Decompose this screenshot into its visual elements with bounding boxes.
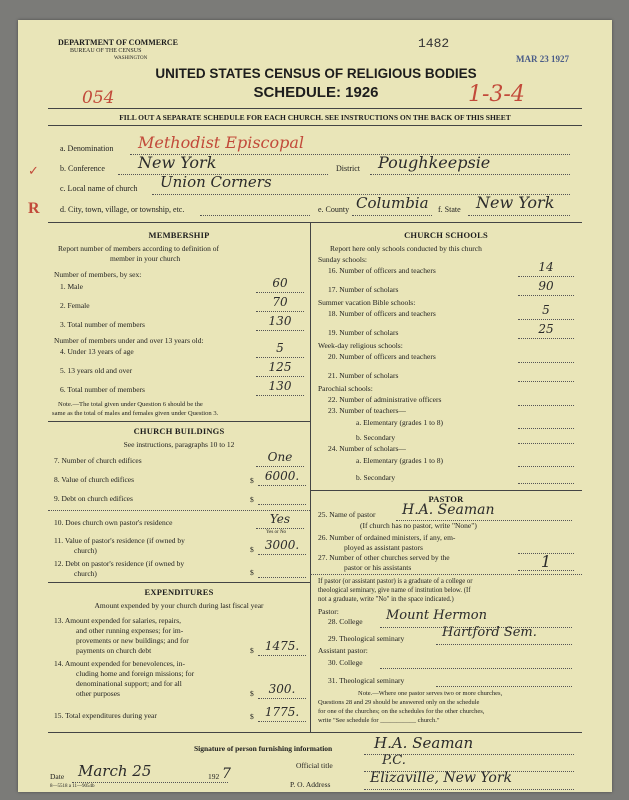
membership-note-2: same as the total of males and females given under Question 3.	[52, 410, 219, 417]
handwritten-code: 054	[82, 88, 115, 108]
weekday-schools-label: Week-day religious schools:	[318, 341, 403, 350]
q13-label-2: and other running expenses; for im-	[76, 626, 184, 635]
q14-value: 300.	[268, 682, 296, 696]
dollar-sign-icon: $	[250, 689, 254, 698]
membership-intro-1: Report number of members according to definition of	[58, 244, 219, 253]
dollar-sign-icon: $	[250, 646, 254, 655]
under-over-label: Number of members under and over 13 years old:	[54, 336, 204, 345]
red-mark-icon: R	[28, 200, 40, 217]
q7-label: 7. Number of church edifices	[54, 456, 142, 465]
q9-label: 9. Debt on church edifices	[54, 494, 133, 503]
q10-label: 10. Does church own pastor's residence	[54, 518, 173, 527]
q27-label-2: pastor or his assistants	[344, 563, 412, 572]
buildings-title: CHURCH BUILDINGS	[133, 426, 225, 436]
q3-label: 3. Total number of members	[60, 320, 145, 329]
state-label: f. State	[438, 205, 461, 214]
county-value: Columbia	[356, 194, 429, 212]
district-label: District	[336, 164, 360, 173]
membership-intro-2: member in your church	[110, 254, 181, 263]
dept-label: DEPARTMENT OF COMMERCE	[58, 38, 179, 47]
q20-label: 20. Number of officers and teachers	[328, 352, 436, 361]
graduate-note-1: If pastor (or assistant pastor) is a graduate of a college or	[318, 578, 473, 585]
q15-label: 15. Total expenditures during year	[54, 711, 157, 720]
q14-label-3: denominational support; and for all	[76, 679, 182, 688]
membership-title: MEMBERSHIP	[148, 230, 210, 240]
po-address-label: P. O. Address	[290, 780, 331, 789]
q24-label: 24. Number of scholars—	[328, 444, 406, 453]
q10-value: Yes	[269, 512, 291, 526]
q25-value: H.A. Seaman	[402, 502, 495, 518]
q23a-label: a. Elementary (grades 1 to 8)	[356, 418, 444, 427]
denomination-value: Methodist Episcopal	[138, 133, 305, 152]
q11-label: 11. Value of pastor's residence (if owned by	[54, 536, 185, 545]
official-title-value: P.C.	[382, 753, 406, 768]
q14-label-2: cluding home and foreign missions; for	[76, 669, 195, 678]
q29-label: 29. Theological seminary	[328, 634, 405, 643]
dollar-sign-icon: $	[250, 568, 254, 577]
county-label: e. County	[318, 205, 350, 214]
membership-note-1: Note.—The total given under Question 6 should be the	[58, 401, 203, 408]
year-prefix: 192	[208, 772, 220, 781]
summer-schools-label: Summer vacation Bible schools:	[318, 298, 416, 307]
expenditures-intro: Amount expended by your church during last fiscal year	[94, 601, 264, 610]
q13-label: 13. Amount expended for salaries, repairs,	[54, 616, 182, 625]
schedule-number: 1482	[418, 36, 450, 51]
dollar-sign-icon: $	[250, 712, 254, 721]
schools-intro: Report here only schools conducted by this church	[330, 244, 482, 253]
parochial-schools-label: Parochial schools:	[318, 384, 373, 393]
graduate-note-2: theological seminary, give name of institution below. (If	[318, 587, 471, 594]
q28-value: Mount Hermon	[386, 608, 488, 623]
official-title-label: Official title	[296, 761, 333, 770]
po-address-value: Elizaville, New York	[370, 770, 513, 786]
q14-label: 14. Amount expended for benevolences, in-	[54, 659, 186, 668]
signature-label: Signature of person furnishing information	[194, 744, 333, 753]
schools-title: CHURCH SCHOOLS	[404, 230, 488, 240]
instructions-line: FILL OUT A SEPARATE SCHEDULE FOR EACH CHURCH. SEE INSTRUCTIONS ON THE BACK OF THIS SHEET	[119, 113, 511, 122]
q28-label: 28. College	[328, 617, 363, 626]
q21-label: 21. Number of scholars	[328, 371, 399, 380]
q7-value: One	[267, 450, 293, 464]
red-check-icon: ✓	[28, 163, 39, 178]
expenditures-title: EXPENDITURES	[144, 587, 214, 597]
q2-label: 2. Female	[60, 301, 90, 310]
conference-label: b. Conference	[60, 164, 105, 173]
q3-value: 130	[268, 314, 292, 328]
q17-label: 17. Number of scholars	[328, 285, 399, 294]
city-town-label: d. City, town, village, or township, etc.	[60, 205, 185, 214]
local-name-value: Union Corners	[160, 173, 272, 191]
q23-label: 23. Number of teachers—	[328, 406, 406, 415]
yes-no-hint: Yes or No	[266, 530, 287, 535]
q25-note: (If church has no pastor, write "None")	[360, 521, 477, 530]
q1-value: 60	[272, 276, 288, 290]
q25-label: 25. Name of pastor	[318, 510, 376, 519]
q6-value: 130	[268, 379, 292, 393]
q12-label-2: church)	[74, 569, 97, 578]
q6-label: 6. Total number of members	[60, 385, 145, 394]
assistant-pastor-label: Assistant pastor:	[318, 646, 368, 655]
q19-label: 19. Number of scholars	[328, 328, 399, 337]
q24b-label: b. Secondary	[356, 473, 396, 482]
graduate-note-3: not a graduate, write "No" in the space indicated.)	[318, 596, 454, 603]
pastor-note-2: Questions 28 and 29 should be answered only on the schedule	[318, 699, 480, 706]
q22-label: 22. Number of administrative officers	[328, 395, 442, 404]
q27-value: 1	[540, 552, 552, 571]
q23b-label: b. Secondary	[356, 433, 396, 442]
q27-label: 27. Number of other churches served by the	[318, 553, 450, 562]
q24a-label: a. Elementary (grades 1 to 8)	[356, 456, 444, 465]
q2-value: 70	[272, 295, 288, 309]
form-schedule: SCHEDULE: 1926	[253, 84, 379, 101]
pastor-sub-label: Pastor:	[318, 607, 339, 616]
state-value: New York	[476, 193, 555, 212]
year-value: 7	[222, 766, 231, 782]
q31-label: 31. Theological seminary	[328, 676, 405, 685]
print-code: 8—5518 a 11—9054b	[50, 784, 95, 789]
pastor-title: PASTOR	[428, 494, 464, 504]
q1-label: 1. Male	[60, 282, 83, 291]
q13-label-4: payments on church debt	[76, 646, 152, 655]
q13-value: 1475.	[264, 639, 300, 653]
dollar-sign-icon: $	[250, 476, 254, 485]
q11-label-2: church)	[74, 546, 97, 555]
members-by-sex-label: Number of members, by sex:	[54, 270, 142, 279]
city-label: WASHINGTON	[114, 56, 148, 61]
local-name-label: c. Local name of church	[60, 184, 138, 193]
q11-value: 3000.	[264, 538, 300, 552]
q26-label-2: ployed as assistant pastors	[344, 543, 423, 552]
date-label: Date	[50, 772, 65, 781]
date-value: March 25	[78, 762, 152, 780]
dollar-sign-icon: $	[250, 495, 254, 504]
signature-value: H.A. Seaman	[374, 734, 474, 752]
q17-value: 90	[538, 279, 554, 293]
dollar-sign-icon: $	[250, 545, 254, 554]
q5-label: 5. 13 years old and over	[60, 366, 133, 375]
handwritten-ref: 1-3-4	[468, 82, 525, 107]
sunday-schools-label: Sunday schools:	[318, 255, 367, 264]
pastor-note-4: write "See schedule for ___________ church."	[318, 717, 440, 724]
received-stamp: MAR 23 1927	[516, 54, 569, 64]
q16-value: 14	[538, 260, 554, 274]
q18-value: 5	[542, 303, 550, 317]
q30-label: 30. College	[328, 658, 363, 667]
q5-value: 125	[268, 360, 292, 374]
q4-value: 5	[276, 341, 284, 355]
pastor-note-3: for one of the churches; on the schedules for the other churches,	[318, 708, 485, 715]
q13-label-3: provements or new buildings; and for	[76, 636, 189, 645]
bureau-label: BUREAU OF THE CENSUS	[70, 48, 142, 54]
district-value: Poughkeepsie	[378, 153, 491, 172]
q19-value: 25	[538, 322, 554, 336]
q26-label: 26. Number of ordained ministers, if any, em-	[318, 533, 456, 542]
q4-label: 4. Under 13 years of age	[60, 347, 134, 356]
q12-label: 12. Debt on pastor's residence (if owned by	[54, 559, 185, 568]
q18-label: 18. Number of officers and teachers	[328, 309, 436, 318]
census-schedule-sheet	[18, 20, 612, 792]
buildings-intro: See instructions, paragraphs 10 to 12	[123, 440, 235, 449]
q14-label-4: other purposes	[76, 689, 120, 698]
q16-label: 16. Number of officers and teachers	[328, 266, 436, 275]
conference-value: New York	[138, 153, 217, 172]
q8-value: 6000.	[264, 469, 300, 483]
form-title: UNITED STATES CENSUS OF RELIGIOUS BODIES	[155, 66, 477, 81]
q29-value: Hartford Sem.	[442, 625, 537, 640]
q15-value: 1775.	[264, 705, 300, 719]
denomination-label: a. Denomination	[60, 144, 114, 153]
pastor-note-1: Note.—Where one pastor serves two or more churches,	[358, 690, 503, 697]
q8-label: 8. Value of church edifices	[54, 475, 135, 484]
